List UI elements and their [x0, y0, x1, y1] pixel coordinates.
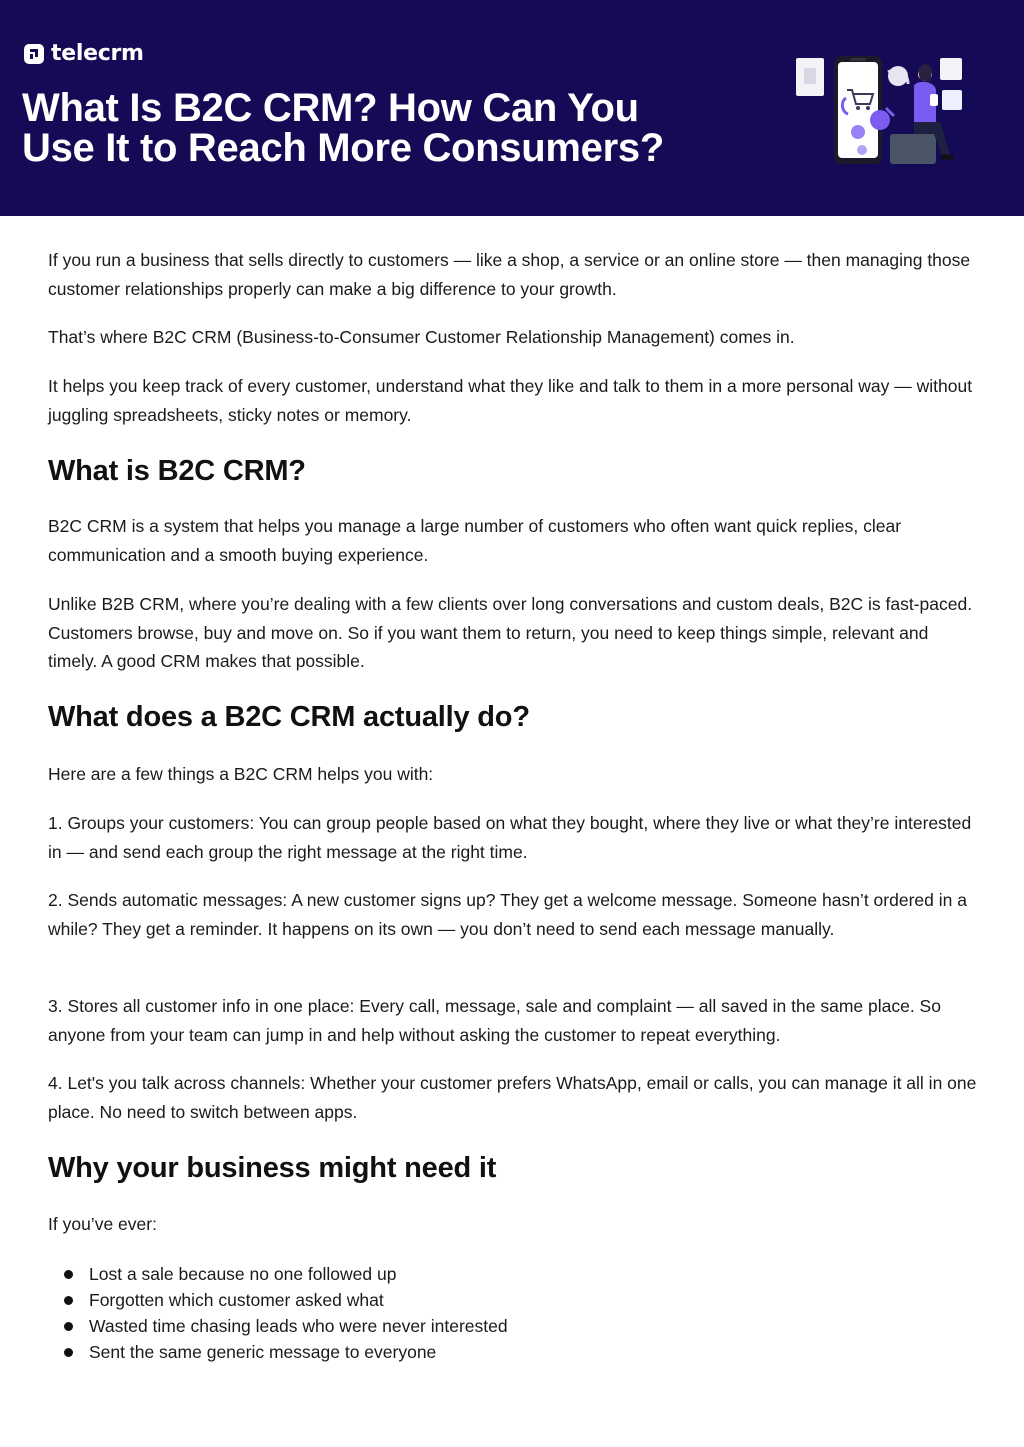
- feature-item-1: 1. Groups your customers: You can group people based on what they bought, where they live or what they’re interested in — and send each group the right message at the right time.: [48, 813, 972, 862]
- list-item: [48, 1313, 508, 1339]
- intro-paragraph-2: That’s where B2C CRM (Business-to-Consumer Customer Relationship Management) comes in.: [48, 327, 795, 347]
- what-is-paragraph-1: B2C CRM is a system that helps you manage a large number of customers who often want quick replies, clear communication and a smooth buying experience.: [48, 516, 902, 565]
- bullet-dot-icon: [64, 1296, 73, 1305]
- list-item: [48, 1339, 508, 1365]
- what-does-lead: Here are a few things a B2C CRM helps you with:: [48, 764, 434, 784]
- what-is-paragraph-2: Unlike B2B CRM, where you’re dealing with a few clients over long conversations and custom deals, B2C is fast-paced. Customers browse, buy and move on. So if you want them to return, you need to keep things simple, relevant and timely. A good CRM makes that possible.: [48, 594, 973, 671]
- brand-name: telecrm: [51, 41, 144, 66]
- bullet-text: Lost a sale because no one followed up: [89, 1264, 397, 1284]
- heading-what-is: What is B2C CRM?: [48, 455, 306, 487]
- feature-item-3: 3. Stores all customer info in one place: Every call, message, sale and complaint — all saved in the same place. So anyone from your team can jump in and help without asking the customer to repeat everything.: [48, 996, 941, 1045]
- header-banner: [0, 0, 1024, 216]
- bullet-text: Sent the same generic message to everyone: [89, 1342, 437, 1362]
- intro-paragraph-1: If you run a business that sells directly to customers — like a shop, a service or an online store — then managing those customer relationships properly can make a big difference to your growth.: [48, 250, 971, 299]
- brand-logo[interactable]: [24, 42, 144, 66]
- why-bullet-list: [48, 1261, 508, 1365]
- bullet-text: Forgotten which customer asked what: [89, 1290, 384, 1310]
- why-lead: If you’ve ever:: [48, 1214, 157, 1234]
- intro-paragraph-3: It helps you keep track of every customer, understand what they like and talk to them in a more personal way — without juggling spreadsheets, sticky notes or memory.: [48, 376, 973, 425]
- list-item: [48, 1261, 508, 1287]
- heading-why: Why your business might need it: [48, 1152, 497, 1184]
- heading-what-does: What does a B2C CRM actually do?: [48, 701, 530, 733]
- page-title: [22, 88, 742, 168]
- telecrm-logo-icon: [24, 44, 44, 64]
- bullet-text: Wasted time chasing leads who were never interested: [89, 1316, 508, 1336]
- page-title-line-2: Use It to Reach More Consumers?: [22, 126, 664, 170]
- feature-item-2: 2. Sends automatic messages: A new customer signs up? They get a welcome message. Someone hasn’t ordered in a while? They get a reminder. It happens on its own — you don’t need to send each message manually.: [48, 890, 967, 939]
- list-item: [48, 1287, 508, 1313]
- bullet-dot-icon: [64, 1348, 73, 1357]
- feature-item-4: 4. Let's you talk across channels: Whether your customer prefers WhatsApp, email or calls, you can manage it all in one place. No need to switch between apps.: [48, 1073, 977, 1122]
- page-title-line-1: What Is B2C CRM? How Can You: [22, 86, 639, 130]
- bullet-dot-icon: [64, 1322, 73, 1331]
- phone-shopping-cart-person-icon: [790, 46, 970, 174]
- bullet-dot-icon: [64, 1270, 73, 1279]
